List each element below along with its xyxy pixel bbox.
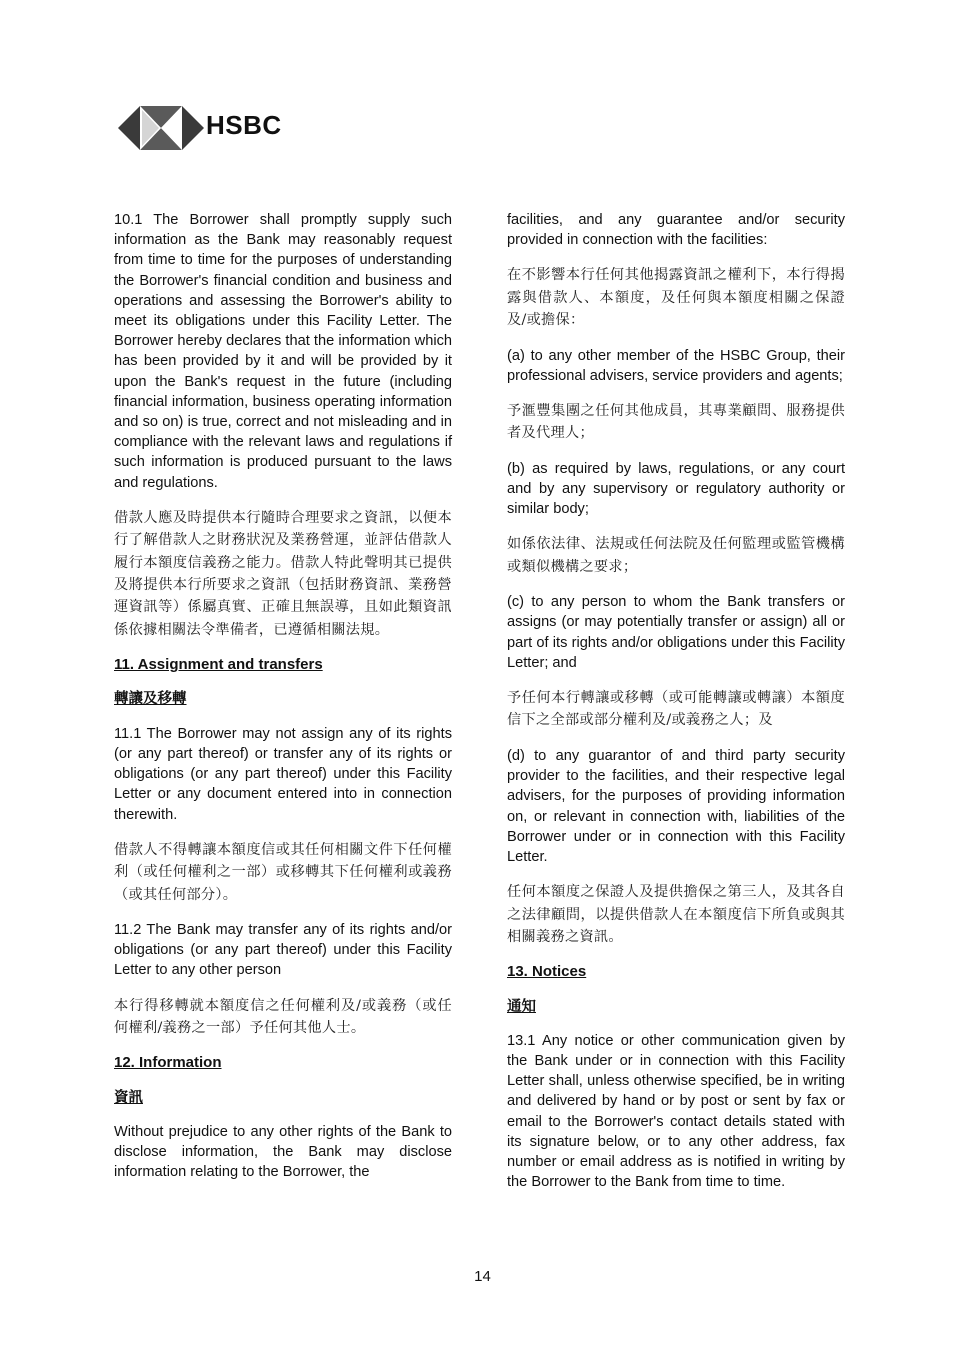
brand-name: HSBC: [206, 110, 282, 140]
hsbc-logo: [116, 98, 316, 158]
heading-13-en: 13. Notices: [507, 963, 587, 981]
heading-12-zh: 資訊: [114, 1089, 143, 1106]
item-b-en: (b) as required by laws, regulations, or any court and by any supervisory or regulatory authority or similar body;: [507, 460, 845, 518]
clause-11-1-zh: 借款人不得轉讓本額度信或其任何相關文件下任何權利（或任何權利之一部）或移轉其下任何權利或義務（或其任何部分）。: [114, 841, 452, 903]
heading-13-zh: 通知: [507, 998, 536, 1015]
hsbc-hexagon-icon: [116, 98, 206, 158]
item-d-zh: 任何本額度之保證人及提供擔保之第三人，及其各自之法律顧問，以提供借款人在本額度信下所負或與其相關義務之資訊。: [507, 884, 845, 945]
item-a-en: (a) to any other member of the HSBC Group, their professional advisers, service providers and agents;: [507, 347, 845, 384]
clause-11-2-en: 11.2 The Bank may transfer any of its rights and/or obligations (or any part thereof) under this Facility Letter to any other person: [114, 921, 452, 979]
clause-12-zh: 在不影響本行任何其他揭露資訊之權利下，本行得揭露與借款人、本額度，及任何與本額度相關之保證及/或擔保：: [507, 267, 845, 329]
clause-11-1-en: 11.1 The Borrower may not assign any of its rights (or any part thereof) or transfer any of its rights or obligations (or any part thereof) under this Facility Letter or any document entered into in connection therewith.: [114, 725, 452, 823]
right-column: [507, 210, 845, 1206]
item-d-en: (d) to any guarantor of and third party security provider to the facilities, and their respective legal advisers, for the purposes of providing information on, or relevant in connection with, liabilities of the Borrower under or in connection with this Facility Letter.: [507, 747, 845, 865]
heading-11-zh: 轉讓及移轉: [114, 691, 187, 708]
item-c-en: (c) to any person to whom the Bank transfers or assigns (or may potentially transfer or assign) all or part of its rights and/or obligations under this Facility Letter; and: [507, 594, 845, 671]
clause-10-1-en: 10.1 The Borrower shall promptly supply such information as the Bank may reasonably request from time to time for the purposes of understanding the Borrower's financial condition and business and operations and assessing the Borrower's ability to meet its obligations under this Facility Letter. The Borrower hereby declares that the information which has been provided by it and will be provided by it upon the Bank's request in the future (including financial information, business operating information and so on) is true, correct and not misleading and in compliance with the relevant laws and regulations if such information is produced pursuant to the laws and regulations.: [114, 212, 452, 491]
item-c-zh: 予任何本行轉讓或移轉（或可能轉讓或轉讓）本額度信下之全部或部分權利及/或義務之人；及: [507, 690, 845, 729]
clause-12-cont-en: facilities, and any guarantee and/or security provided in connection with the facilities:: [507, 212, 845, 249]
page-number: 14: [474, 1268, 491, 1285]
heading-11-en: 11. Assignment and transfers: [114, 656, 323, 674]
clause-10-1-zh: 借款人應及時提供本行隨時合理要求之資訊，以便本行了解借款人之財務狀況及業務營運，並評估借款人履行本額度信義務之能力。借款人特此聲明其已提供及將提供本行所要求之資訊（包括財務資訊、業務營運資訊等）係屬真實、正確且無誤導，且如此類資訊係依據相關法令準備者，已遵循相關法規。: [114, 509, 452, 638]
item-a-zh: 予滙豐集團之任何其他成員，其專業顧問、服務提供者及代理人；: [507, 403, 845, 442]
clause-11-2-zh: 本行得移轉就本額度信之任何權利及/或義務（或任何權利/義務之一部）予任何其他人士。: [114, 997, 452, 1036]
clause-13-1-en: 13.1 Any notice or other communication given by the Bank under or in connection with this Facility Letter shall, unless otherwise specified, be in writing and delivered by hand or by post or sent by fax or email to the Borrower's contact details stated with its signature below, or to any other address, fax number or email address as is notified in writing by the Borrower to the Bank from time to time.: [507, 1032, 845, 1191]
left-column: [114, 210, 452, 1196]
clause-12-en: Without prejudice to any other rights of the Bank to disclose information, the Bank may disclose information relating to the Borrower, the: [114, 1123, 452, 1181]
heading-12-en: 12. Information: [114, 1054, 222, 1072]
item-b-zh: 如係依法律、法規或任何法院及任何監理或監管機構或類似機構之要求；: [507, 536, 845, 575]
